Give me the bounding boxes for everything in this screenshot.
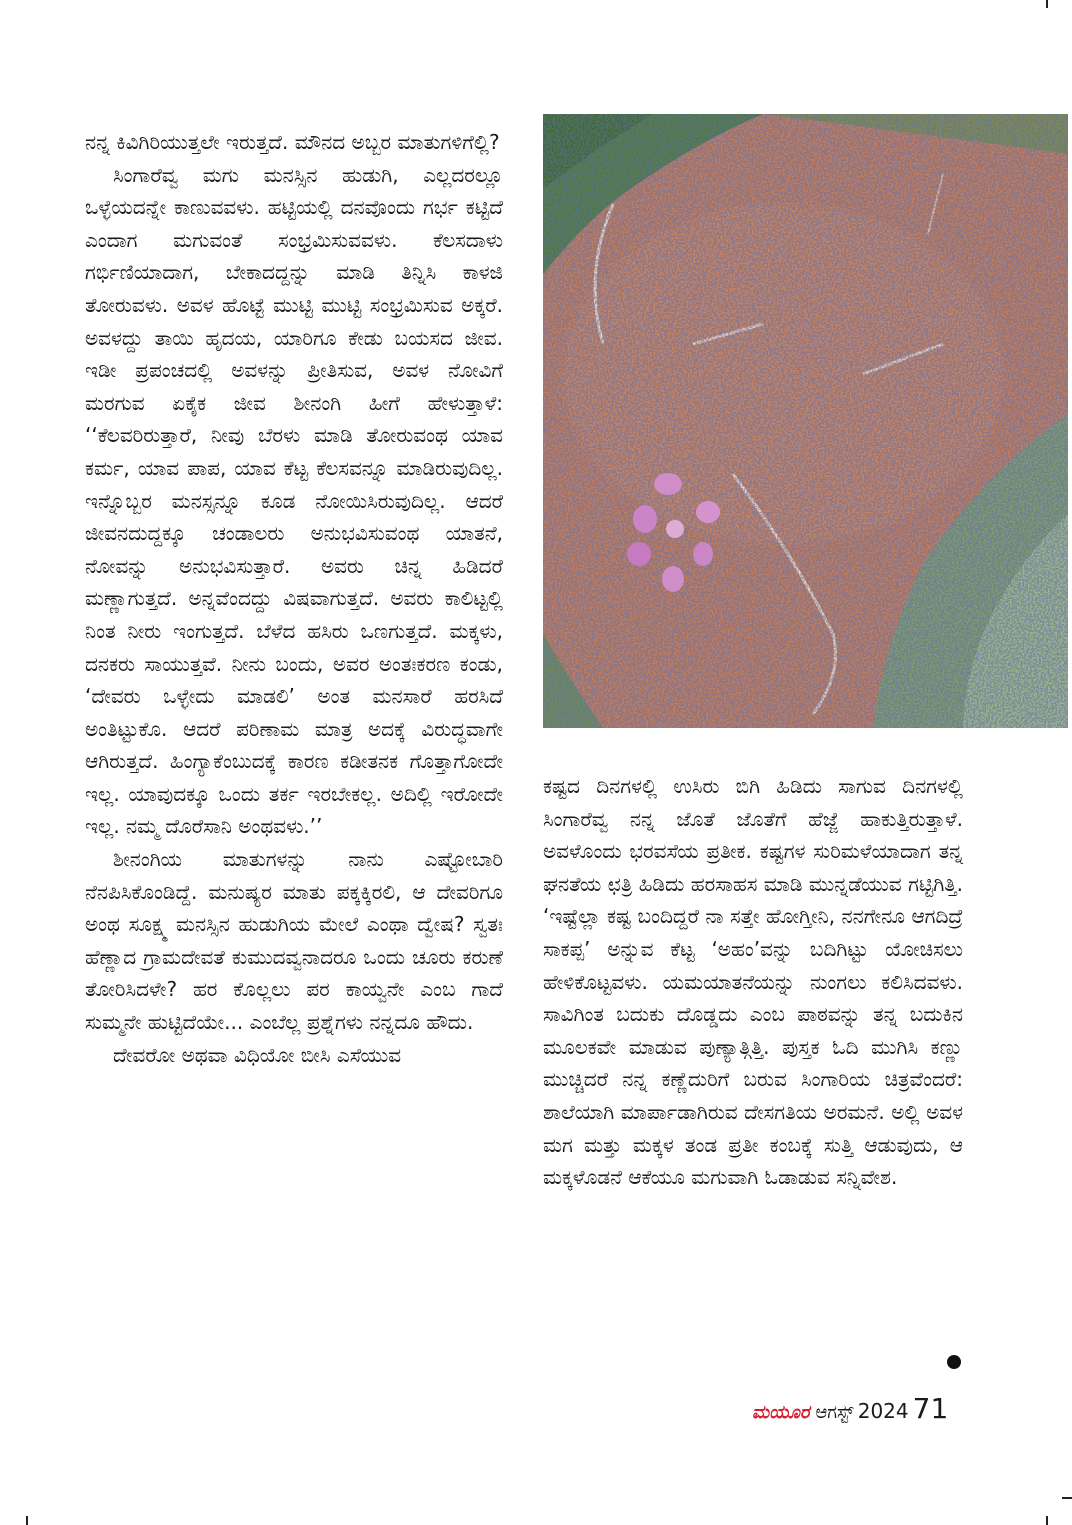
crop-mark-bottom-right: [1046, 1516, 1048, 1525]
article-left-column: [85, 126, 503, 1071]
crop-mark-bottom-left: [26, 1516, 28, 1525]
paragraph: ಸಿಂಗಾರೆವ್ವ ಮಗು ಮನಸ್ಸಿನ ಹುಡುಗಿ, ಎಲ್ಲದರಲ್ಲೂ ಒಳ್ಳೆಯದನ್ನೇ ಕಾಣುವವಳು. ಹಟ್ಟಿಯಲ್ಲಿ ದನವೊಂದು ಗರ್ಭ ಕಟ್ಟಿದೆ ಎಂದಾಗ ಮಗುವಂತೆ ಸಂಭ್ರಮಿಸುವವಳು. ಕೆಲಸದಾಳು ಗರ್ಭಿಣಿಯಾದಾಗ, ಬೇಕಾದದ್ದನ್ನು ಮಾಡಿ ತಿನ್ನಿಸಿ ಕಾಳಜಿ ತೋರುವಳು. ಅವಳ ಹೊಟ್ಟೆ ಮುಟ್ಟಿ ಮುಟ್ಟಿ ಸಂಭ್ರಮಿಸುವ ಅಕ್ಕರೆ. ಅವಳದ್ದು ತಾಯಿ ಹೃದಯ, ಯಾರಿಗೂ ಕೇಡು ಬಯಸದ ಜೀವ. ಇಡೀ ಪ್ರಪಂಚದಲ್ಲಿ ಅವಳನ್ನು ಪ್ರೀತಿಸುವ, ಅವಳ ನೋವಿಗೆ ಮರಗುವ ಏಕೈಕ ಜೀವ ಶೀನಂಗಿ ಹೀಗೆ ಹೇಳುತ್ತಾಳೆ: ‘‘ಕೆಲವರಿರುತ್ತಾರೆ, ನೀವು ಬೆರಳು ಮಾಡಿ ತೋರುವಂಥ ಯಾವ ಕರ್ಮ, ಯಾವ ಪಾಪ, ಯಾವ ಕೆಟ್ಟ ಕೆಲಸವನ್ನೂ ಮಾಡಿರುವುದಿಲ್ಲ. ಇನ್ನೊಬ್ಬರ ಮನಸ್ಸನ್ನೂ ಕೂಡ ನೋಯಿಸಿರುವುದಿಲ್ಲ. ಆದರೆ ಜೀವನದುದ್ದಕ್ಕೂ ಚಂಡಾಲರು ಅನುಭವಿಸುವಂಥ ಯಾತನೆ, ನೋವನ್ನು ಅನುಭವಿಸುತ್ತಾರೆ. ಅವರು ಚಿನ್ನ ಹಿಡಿದರೆ ಮಣ್ಣಾಗುತ್ತದೆ. ಅನ್ನವೆಂದದ್ದು ವಿಷವಾಗುತ್ತದೆ. ಅವರು ಕಾಲಿಟ್ಟಲ್ಲಿ ನಿಂತ ನೀರು ಇಂಗುತ್ತದೆ. ಬೆಳೆದ ಹಸಿರು ಒಣಗುತ್ತದೆ. ಮಕ್ಕಳು, ದನಕರು ಸಾಯುತ್ತವೆ. ನೀನು ಬಂದು, ಅವರ ಅಂತಃಕರಣ ಕಂಡು, ‘ದೇವರು ಒಳ್ಳೇದು ಮಾಡಲಿ’ ಅಂತ ಮನಸಾರೆ ಹರಸಿದೆ ಅಂತಿಟ್ಟುಕೊ. ಆದರೆ ಪರಿಣಾಮ ಮಾತ್ರ ಅದಕ್ಕೆ ವಿರುದ್ಧವಾಗೇ ಆಗಿರುತ್ತದೆ. ಹಿಂಗ್ಯಾಕೆಂಬುದಕ್ಕೆ ಕಾರಣ ಕಡೀತನಕ ಗೊತ್ತಾಗೋದೇ ಇಲ್ಲ. ಯಾವುದಕ್ಕೂ ಒಂದು ತರ್ಕ ಇರಬೇಕಲ್ಲ. ಅದಿಲ್ಲಿ ಇರೋದೇ ಇಲ್ಲ. ನಮ್ಮ ದೊರೆಸಾನಿ ಅಂಥವಳು.’’: [85, 162, 503, 839]
magazine-logo: ಮಯೂರ: [752, 1402, 810, 1423]
paragraph: ಶೀನಂಗಿಯ ಮಾತುಗಳನ್ನು ನಾನು ಎಷ್ಟೋಬಾರಿ ನೆನಪಿಸಿಕೊಂಡಿದ್ದೆ. ಮನುಷ್ಯರ ಮಾತು ಪಕ್ಕಕ್ಕಿರಲಿ, ಆ ದೇವರಿಗೂ ಅಂಥ ಸೂಕ್ಷ್ಮ ಮನಸ್ಸಿನ ಹುಡುಗಿಯ ಮೇಲೆ ಎಂಥಾ ದ್ವೇಷ? ಸ್ವತಃ ಹೆಣ್ಣಾದ ಗ್ರಾಮದೇವತೆ ಕುಮುದವ್ವನಾದರೂ ಒಂದು ಚೂರು ಕರುಣೆ ತೋರಿಸಿದಳೇ? ಹರ ಕೊಲ್ಲಲು ಪರ ಕಾಯ್ವನೇ ಎಂಬ ಗಾದೆ ಸುಮ್ಮನೇ ಹುಟ್ಟಿದೆಯೇ... ಎಂಬೆಲ್ಲ ಪ್ರಶ್ನೆಗಳು ನನ್ನದೂ ಹೌದು.: [85, 847, 503, 1035]
crop-mark-right-edge: [1062, 1497, 1072, 1499]
issue-year: 2024: [857, 1399, 909, 1423]
crop-mark-top-right: [1046, 0, 1048, 8]
issue-month: ಆಗಸ್ಟ್: [815, 1402, 854, 1423]
paragraph: ದೇವರೋ ಅಥವಾ ವಿಧಿಯೋ ಬೀಸಿ ಎಸೆಯುವ: [113, 1042, 402, 1067]
article-illustration: [543, 114, 1068, 728]
page-number: 71: [912, 1392, 949, 1425]
article-right-column: [543, 770, 963, 1194]
paragraph: ನನ್ನ ಕಿವಿಗಿರಿಯುತ್ತಲೇ ಇರುತ್ತದೆ. ಮೌನದ ಅಬ್ಬರ ಮಾತುಗಳಿಗೆಲ್ಲಿ?: [85, 130, 500, 154]
paragraph: ಕಷ್ಟದ ದಿನಗಳಲ್ಲಿ ಉಸಿರು ಬಿಗಿ ಹಿಡಿದು ಸಾಗುವ ದಿನಗಳಲ್ಲಿ ಸಿಂಗಾರೆವ್ವ ನನ್ನ ಜೊತೆ ಜೊತೆಗೆ ಹೆಜ್ಜೆ ಹಾಕುತ್ತಿರುತ್ತಾಳೆ. ಅವಳೊಂದು ಭರವಸೆಯ ಪ್ರತೀಕ. ಕಷ್ಟಗಳ ಸುರಿಮಳೆಯಾದಾಗ ತನ್ನ ಘನತೆಯ ಛತ್ರಿ ಹಿಡಿದು ಹರಸಾಹಸ ಮಾಡಿ ಮುನ್ನಡೆಯುವ ಗಟ್ಟಿಗಿತ್ತಿ. ‘ಇಷ್ಟೆಲ್ಲಾ ಕಷ್ಟ ಬಂದಿದ್ದರೆ ನಾ ಸತ್ತೇ ಹೋಗ್ತೀನಿ, ನನಗೇನೂ ಆಗದಿದ್ರೆ ಸಾಕಪ್ಪ’ ಅನ್ನುವ ಕೆಟ್ಟ ‘ಅಹಂ’ವನ್ನು ಬದಿಗಿಟ್ಟು ಯೋಚಿಸಲು ಹೇಳಿಕೊಟ್ಟವಳು. ಯಮಯಾತನೆಯನ್ನು ನುಂಗಲು ಕಲಿಸಿದವಳು. ಸಾವಿಗಿಂತ ಬದುಕು ದೊಡ್ಡದು ಎಂಬ ಪಾಠವನ್ನು ತನ್ನ ಬದುಕಿನ ಮೂಲಕವೇ ಮಾಡುವ ಪುಣ್ಯಾತ್ಗಿತ್ತಿ. ಪುಸ್ತಕ ಓದಿ ಮುಗಿಸಿ ಕಣ್ಣು ಮುಚ್ಚಿದರೆ ನನ್ನ ಕಣ್ಣೆದುರಿಗೆ ಬರುವ ಸಿಂಗಾರಿಯ ಚಿತ್ರವೆಂದರೆ: ಶಾಲೆಯಾಗಿ ಮಾರ್ಪಾಡಾಗಿರುವ ದೇಸಗತಿಯ ಅರಮನೆ. ಅಲ್ಲಿ ಅವಳ ಮಗ ಮತ್ತು ಮಕ್ಕಳ ತಂಡ ಪ್ರತೀ ಕಂಬಕ್ಕೆ ಸುತ್ತಿ ಆಡುವುದು, ಆ ಮಕ್ಕಳೊಡನೆ ಆಕೆಯೂ ಮಗುವಾಗಿ ಓಡಾಡುವ ಸನ್ನಿವೇಶ.: [543, 774, 963, 1190]
page-footer: [752, 1392, 948, 1425]
end-of-article-dot: [947, 1355, 961, 1369]
